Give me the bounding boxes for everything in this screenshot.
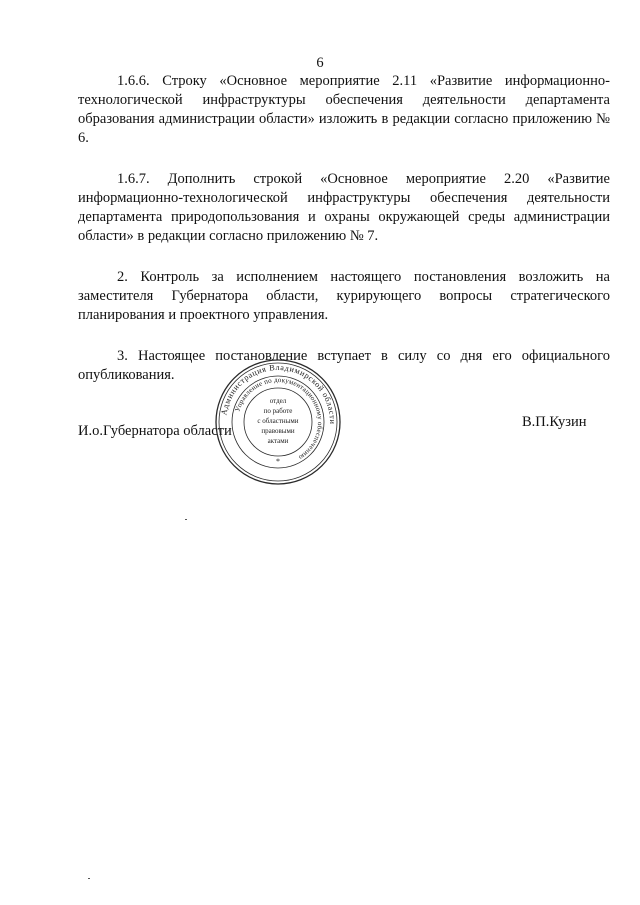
paragraph-2: 2. Контроль за исполнением настоящего постановления возложить на заместителя Губернатора области, курирующего вопросы стратегического планирования и проектного управления.: [78, 269, 610, 323]
seal-center-line-2: по работе: [263, 407, 293, 415]
paragraph-1-6-7: 1.6.7. Дополнить строкой «Основное мероприятие 2.20 «Развитие информационно-технологической инфраструктуры обеспечения деятельности департамента природопользования и охраны окружающей среды администрации области» в редакции согласно приложению № 7.: [78, 171, 610, 244]
official-seal-stamp: [214, 358, 342, 486]
paragraph-3: 3. Настоящее постановление вступает в силу со дня его официального опубликования.: [78, 348, 610, 383]
seal-center-line-5: актами: [267, 437, 289, 445]
seal-star: *: [276, 457, 280, 466]
scan-speck: [185, 519, 187, 520]
seal-inner-text: Управление по документационному обеспечению: [233, 375, 325, 462]
signatory-title: И.о.Губернатора области: [78, 423, 232, 439]
seal-center-line-1: отдел: [269, 397, 287, 405]
page-number: 6: [316, 55, 324, 71]
seal-center-line-3: с областными: [257, 417, 299, 425]
document-body: [78, 72, 610, 407]
scan-speck: [88, 878, 90, 879]
seal-outer-text: Администрация Владимирской области: [219, 362, 338, 425]
paragraph-1-6-6: 1.6.6. Строку «Основное мероприятие 2.11 «Развитие информационно-технологической инфраструктуры обеспечения деятельности департамента образования администрации области» изложить в редакции согласно приложению № 6.: [78, 73, 610, 146]
signatory-name: В.П.Кузин: [522, 414, 587, 430]
seal-center-line-4: правовыми: [261, 427, 295, 435]
